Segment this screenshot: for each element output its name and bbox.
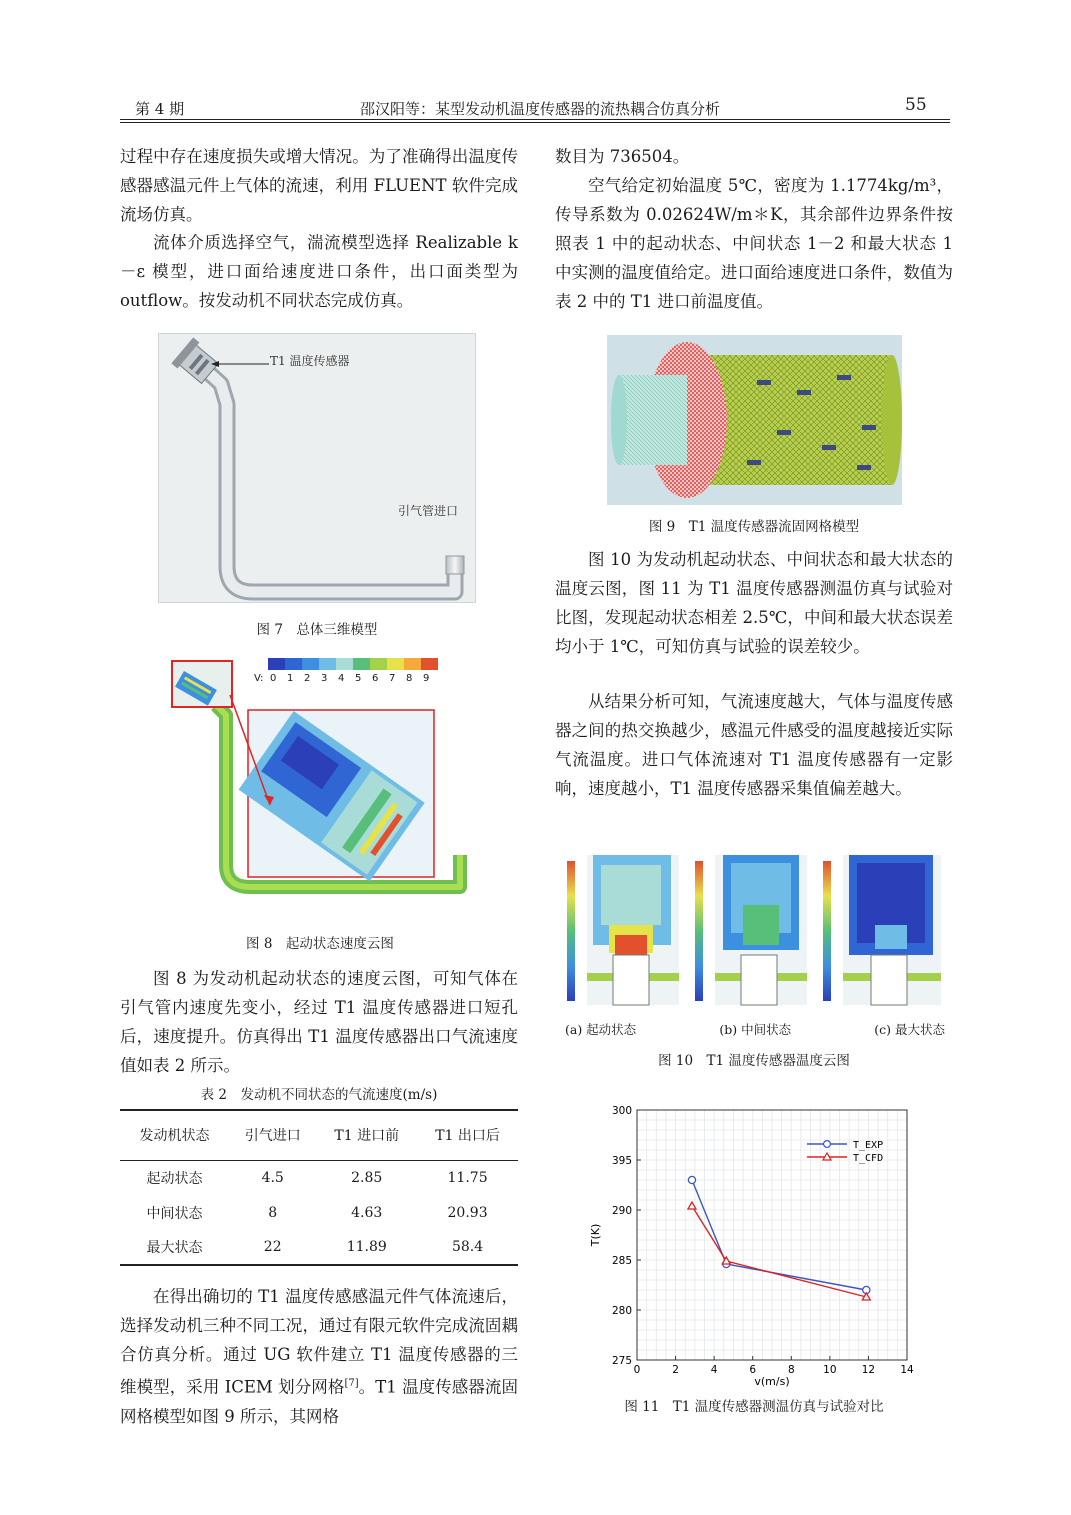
right-paragraph-3: 从结果分析可知，气流速度越大，气体与温度传感器之间的热交换越少，感温元件感受的温度越接近实际气流温度。进口气体流速对 T1 温度传感器有一定影响，速度越小，T1 温度传感器采集值偏差越大。 xyxy=(555,692,953,798)
table-header-cell: 发动机状态 xyxy=(139,1128,210,1145)
velocity-contour-illustration xyxy=(170,655,470,905)
x-tick-label: 10 xyxy=(823,1364,837,1376)
table-row xyxy=(120,1230,518,1265)
header-rule xyxy=(120,119,950,123)
temperature-contours-illustration xyxy=(565,855,945,1015)
legend-swatch xyxy=(387,658,404,670)
table-cell: 20.93 xyxy=(447,1204,488,1221)
legend-label: T_CFD xyxy=(853,1153,884,1164)
citation-ref[interactable]: [7] xyxy=(344,1378,359,1389)
left-paragraph-3: 图 8 为发动机起动状态的速度云图，可知气体在引气管内速度先变小，经过 T1 温度传感器进口短孔后，速度提升。仿真得出 T1 温度传感器出口气流速度值如表 2 所示。 xyxy=(120,969,518,1075)
table-cell: 起动状态 xyxy=(146,1170,203,1187)
y-tick-label: 290 xyxy=(611,1205,632,1217)
legend-tick: 0 xyxy=(270,673,277,684)
x-axis-label: v(m/s) xyxy=(754,1375,790,1388)
series-line-t_exp xyxy=(692,1180,866,1290)
y-tick-label: 285 xyxy=(611,1255,632,1267)
x-tick-label: 6 xyxy=(749,1364,757,1376)
legend-swatch xyxy=(353,658,370,670)
figure-9-image xyxy=(607,335,902,505)
table-cell: 4.5 xyxy=(261,1169,284,1186)
figure-11-chart xyxy=(575,1098,925,1390)
figure-7-label-sensor: T1 温度传感器 xyxy=(270,354,350,368)
table-cell: 4.63 xyxy=(351,1204,383,1221)
figure-8-legend-ticks xyxy=(254,673,440,684)
x-tick-label: 8 xyxy=(787,1364,795,1376)
figure-7-label-inlet: 引气管进口 xyxy=(398,504,459,518)
legend-swatch xyxy=(302,658,319,670)
subcaption-b: (b) 中间状态 xyxy=(719,1022,792,1037)
y-tick-label: 395 xyxy=(611,1155,632,1167)
x-tick-label: 0 xyxy=(633,1364,641,1376)
table-header-row xyxy=(120,1110,518,1160)
x-tick-label: 4 xyxy=(710,1364,718,1376)
table-row xyxy=(120,1195,518,1230)
legend-tick: 3 xyxy=(321,673,328,684)
left-paragraph-1: 过程中存在速度损失或增大情况。为了准确得出温度传感器感温元件上气体的流速，利用 FLUENT 软件完成流场仿真。 xyxy=(120,147,518,224)
figure-10-images xyxy=(565,855,945,1015)
legend-tick: 7 xyxy=(389,673,396,684)
legend-label: T_EXP xyxy=(853,1140,884,1151)
legend-swatch xyxy=(336,658,353,670)
table-cell: 中间状态 xyxy=(146,1205,203,1222)
table-cell: 8 xyxy=(268,1204,278,1221)
page-number: 55 xyxy=(905,95,927,115)
running-title: 邵汉阳等：某型发动机温度传感器的流热耦合仿真分析 xyxy=(359,100,720,118)
legend-tick: 2 xyxy=(304,673,311,684)
figure-10-caption: 图 10 T1 温度传感器温度云图 xyxy=(658,1053,850,1069)
table-header-cell: T1 出口后 xyxy=(435,1128,500,1145)
table-2 xyxy=(120,1109,518,1266)
figure-10-subcaptions xyxy=(565,1020,945,1038)
subcaption-a: (a) 起动状态 xyxy=(565,1022,637,1037)
table-2-caption: 表 2 发动机不同状态的气流速度(m/s) xyxy=(200,1087,438,1103)
figure-7-caption: 图 7 总体三维模型 xyxy=(256,622,378,638)
table-header-cell: 引气进口 xyxy=(244,1128,301,1145)
figure-8-caption: 图 8 起动状态速度云图 xyxy=(246,936,394,952)
x-tick-label: 2 xyxy=(672,1364,679,1376)
left-paragraph-4 xyxy=(120,1282,518,1431)
legend-swatch xyxy=(404,658,421,670)
legend-swatch xyxy=(319,658,336,670)
y-tick-label: 300 xyxy=(611,1105,632,1117)
legend-tick: 5 xyxy=(355,673,362,684)
figure-9-caption: 图 9 T1 温度传感器流固网格模型 xyxy=(648,519,860,535)
mesh-model-illustration xyxy=(607,335,902,505)
legend-tick: 8 xyxy=(406,673,413,684)
legend-swatch xyxy=(268,658,285,670)
left-paragraph-2: 流体介质选择空气，湍流模型选择 Realizable k－ε 模型，进口面给速度进口条件，出口面类型为 outflow。按发动机不同状态完成仿真。 xyxy=(120,233,518,310)
figure-8-image xyxy=(170,655,470,905)
data-point-t_exp xyxy=(688,1176,695,1183)
legend-swatch xyxy=(285,658,302,670)
x-tick-label: 12 xyxy=(861,1364,876,1376)
subcaption-c: (c) 最大状态 xyxy=(874,1022,945,1037)
table-row xyxy=(120,1160,518,1195)
paragraph-text: 在得出确切的 T1 温度传感感温元件气体流速后，选择发动机三种不同工况，通过有限元软件完成流固耦合仿真分析。通过 UG 软件建立 T1 温度传感器的三维模型，采用 ICEM 划分网格 xyxy=(120,1287,518,1397)
legend-tick: 4 xyxy=(338,673,345,684)
legend-prefix: V: xyxy=(254,673,264,684)
table-cell: 11.75 xyxy=(447,1169,488,1186)
right-paragraph-0: 数目为 736504。 xyxy=(555,147,690,166)
y-axis-label: T(K) xyxy=(589,1223,602,1247)
table-cell: 22 xyxy=(263,1239,282,1255)
table-cell: 11.89 xyxy=(346,1239,387,1255)
y-tick-label: 275 xyxy=(611,1355,632,1367)
temperature-comparison-chart xyxy=(575,1098,925,1390)
legend-marker xyxy=(824,1141,831,1148)
figure-7-image xyxy=(158,333,476,603)
right-paragraph-2: 图 10 为发动机起动状态、中间状态和最大状态的温度云图，图 11 为 T1 温度传感器测温仿真与试验对比图，发现起动状态相差 2.5℃，中间和最大状态误差均小于 1℃，可知仿真与试验的误差较少。 xyxy=(555,550,953,656)
right-paragraph-1: 空气给定初始温度 5℃，密度为 1.1774kg/m³，传导系数为 0.02624W/m＊K，其余部件边界条件按照表 1 中的起动状态、中间状态 1－2 和最大状态 1 中实测的温度值给定。进口面给速度进口条件，数值为表 2 中的 T1 进口前温度值。 xyxy=(555,176,953,311)
legend-swatch xyxy=(421,658,438,670)
figure-11-caption: 图 11 T1 温度传感器测温仿真与试验对比 xyxy=(624,1399,884,1415)
legend-swatch xyxy=(370,658,387,670)
legend-tick: 1 xyxy=(287,673,294,684)
table-cell: 2.85 xyxy=(351,1169,383,1186)
legend-tick: 6 xyxy=(372,673,379,684)
table-cell: 58.4 xyxy=(451,1239,484,1255)
table-cell: 最大状态 xyxy=(146,1240,203,1256)
legend-tick: 9 xyxy=(423,673,430,684)
figure-8-legend-bar xyxy=(268,658,438,670)
table-header-cell: T1 进口前 xyxy=(334,1128,400,1145)
paragraph-text: 。T1 温度传感器流固网格模型如图 9 所示，其网格 xyxy=(120,1377,519,1426)
x-tick-label: 14 xyxy=(900,1364,914,1376)
pipe-model-illustration xyxy=(159,334,477,604)
y-tick-label: 280 xyxy=(611,1305,632,1317)
issue-number: 第 4 期 xyxy=(135,100,185,118)
